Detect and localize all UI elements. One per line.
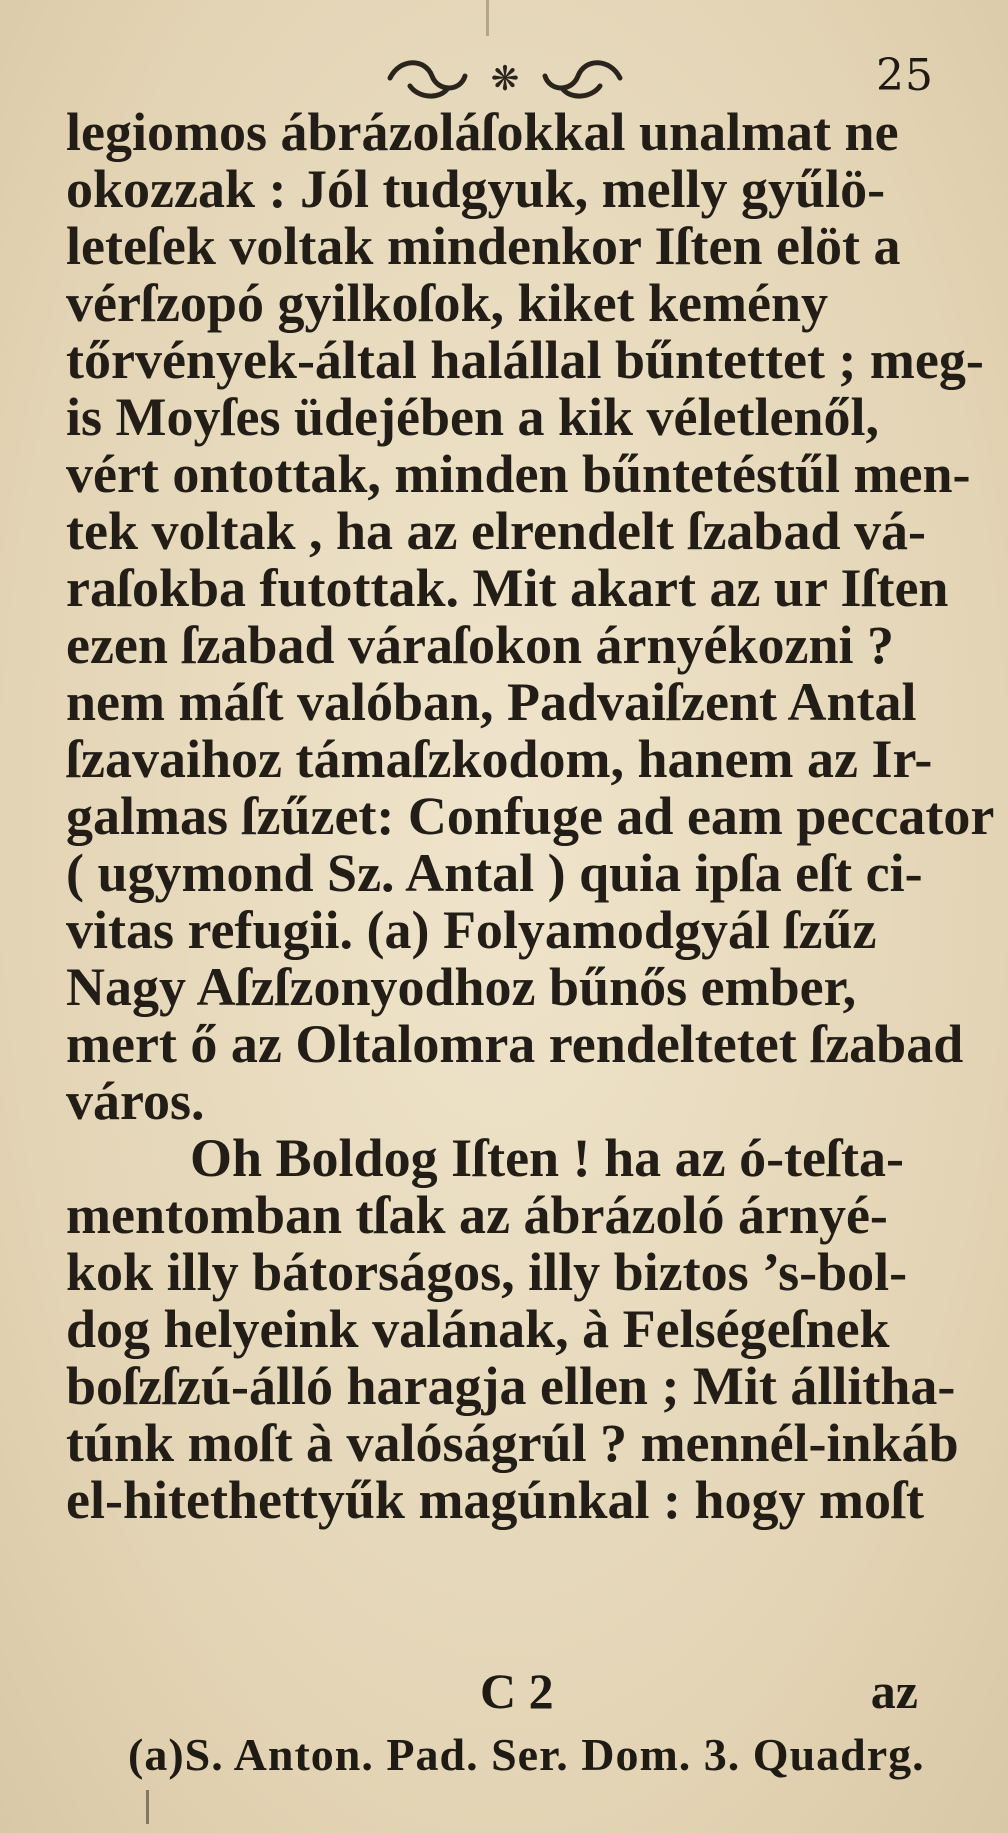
text-line: tek voltak , ha az elrendelt ſzabad vá- bbox=[66, 501, 926, 561]
main-text bbox=[66, 102, 995, 1530]
text-line: okozzak : Jól tudgyuk, melly gyűlö- bbox=[66, 159, 886, 219]
text-line: város. bbox=[66, 1071, 205, 1131]
text-line-latin: galmas ſzűzet: Confuge ad eam peccator bbox=[66, 786, 995, 846]
text-line: raſokba futottak. Mit akart az ur Iſten bbox=[66, 558, 949, 618]
signature-mark: C 2 bbox=[480, 1663, 554, 1719]
page-footer bbox=[66, 1662, 946, 1722]
text-line: tőrvények-által halállal bűntettet ; meg- bbox=[66, 330, 984, 390]
text-line: ezen ſzabad váraſokon árnyékozni ? bbox=[66, 615, 895, 675]
text-line: túnk moſt à valóságrúl ? mennél-inkáb bbox=[66, 1413, 959, 1473]
text-line: kok illy bátorságos, illy biztos ’s-bol- bbox=[66, 1242, 908, 1302]
text-line-latin: ( ugymond Sz. Antal ) quia ipſa eſt ci- bbox=[66, 843, 923, 903]
text-line: leteſek voltak mindenkor Iſten elöt a bbox=[66, 216, 901, 276]
text-line: legiomos ábrázoláſokkal unalmat ne bbox=[66, 102, 899, 162]
header-ornament-icon bbox=[370, 48, 640, 108]
ornament-center: ❋ bbox=[490, 59, 520, 99]
catchword: az bbox=[870, 1663, 918, 1719]
text-line-latin: vitas refugii. (a) Folyamodgyál ſzűz bbox=[66, 900, 877, 960]
text-line: ſzavaihoz támaſzkodom, hanem az Ir- bbox=[66, 729, 933, 789]
paragraph-start-line: Oh Boldog Iſten ! ha az ó-teſta- bbox=[190, 1128, 904, 1188]
footnote: (a)S. Anton. Pad. Ser. Dom. 3. Quadrg. bbox=[128, 1729, 925, 1780]
text-line: el-hitethettyűk magúnkal : hogy moſt bbox=[66, 1470, 925, 1530]
text-line: is Moyſes üdejében a kik véletlenől, bbox=[66, 387, 879, 447]
ink-speck bbox=[486, 0, 489, 36]
text-line: nem máſt valóban, Padvaiſzent Antal bbox=[66, 672, 917, 732]
text-line: boſzſzú-álló haragja ellen ; Mit állitha- bbox=[66, 1356, 956, 1416]
text-line: vért ontottak, minden bűntetéstűl men- bbox=[66, 444, 971, 504]
text-line: mentomban tſak az ábrázoló árnyé- bbox=[66, 1185, 888, 1245]
page-number: 25 bbox=[876, 50, 934, 101]
text-line: vérſzopó gyilkoſok, kiket kemény bbox=[66, 273, 829, 333]
ink-speck bbox=[146, 1790, 149, 1824]
text-line: mert ő az Oltalomra rendeltetet ſzabad bbox=[66, 1014, 964, 1074]
text-line: Nagy Aſzſzonyodhoz bűnős ember, bbox=[66, 957, 857, 1017]
text-line: dog helyeink valának, à Felségeſnek bbox=[66, 1299, 890, 1359]
